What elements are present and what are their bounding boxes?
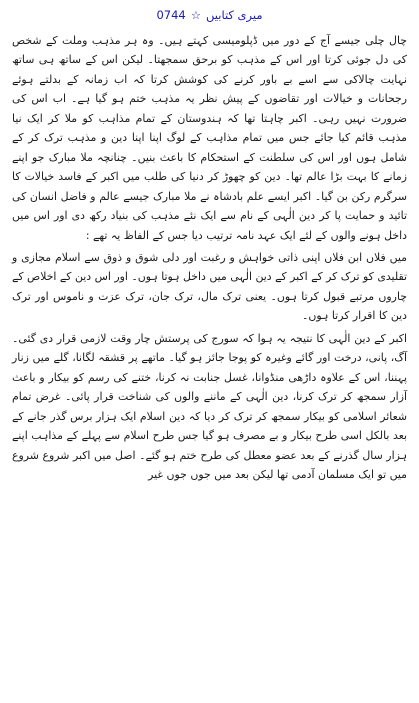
page-number: 0744 xyxy=(156,8,186,22)
star-icon: ☆ xyxy=(190,8,202,22)
page-header xyxy=(12,6,407,26)
paragraph-2-oath: میں فلاں ابن فلاں اپنی ذاتی خواہش و رغبت اور دلی شوق و ذوق سے اسلام مجازی و تقلیدی کو ترک کر کے اکبر کے دین الٰہی میں داخل ہوتا ہوں۔ اور اس دین کے اخلاص کے چاروں مرتبے قبول کرتا ہوں۔ یعنی ترک مال، ترک جان، ترک عزت و ناموس اور ترک دین کا اقرار کرتا ہوں۔ xyxy=(12,250,407,323)
paragraph-3: اکبر کے دین الٰہی کا نتیجہ یہ ہوا کہ سورج کی پرستش چار وقت لازمی قرار دی گئی۔ آگ، پانی، درخت اور گائے وغیرہ کو پوجا جائز ہو گیا۔ ماتھے پر قشقہ لگانا، گلے میں زنار پہننا، اس کے علاوہ داڑھی منڈوانا، غسل جنابت نہ کرنا، ختنے کی رسم کو بیکار و باعث آزار سمجھ کر ترک کرنا، دین الٰہی کے ماننے والوں کی شناخت قرار پائی۔ غرض تمام شعائر اسلامی کو بیکار سمجھ کر ترک کر دیا کہ دین اسلام ایک ہزار برس گذر جانے کے بعد بالکل اسی طرح بیکار و بے مصرف ہو گیا جس طرح اسلام سے پہلے کے مذاہب اپنے ہزار سال گذرنے کے بعد عضو معطل کی طرح ختم ہو گئے۔ اصل میں اکبر شروع شروع میں تو ایک مسلمان آدمی تھا لیکن بعد میں جوں جوں غیر xyxy=(12,331,407,481)
book-title: میری کتابیں xyxy=(206,8,263,22)
paragraph-1: چال چلی جیسے آج کے دور میں ڈپلومیسی کہتے ہیں۔ وہ ہر مذہب وملت کے شخص کی دل جوئی کرتا اور اس کے مذہب کو برحق سمجھتا۔ لیکن اس کے ساتھ ہی ساتھ نہایت چالاکی سے اسے بے باور کرنے کی کوشش کرتا کہ اب زمانہ کے بدلتے ہوئے رجحانات و خیالات اور تقاضوں کے پیش نظر یہ مذہب ختم ہو گیا ہے۔ اب اس کی ضرورت نہیں رہی۔ اکبر چاہتا تھا کہ ہندوستان کے تمام مذاہب کو ملا کر ایک نیا مذہب قائم کیا جائے جس میں تمام مذاہب کے لوگ اپنا اپنا دین و مذہب ترک کر کے شامل ہوں اور اس کی سلطنت کے استحکام کا باعث بنیں۔ چنانچہ ملا مبارک جو اپنے زمانے کا بہت بڑا عالم تھا۔ دین کو چھوڑ کر دنیا کی طلب میں اکبر کے فاسد خیالات کا سرگرم رکن بن گیا۔ اکبر ایسے علم بادشاہ نے ملا مبارک جیسے عالم و فاضل انسان کی تائید و حمایت پا کر دین الٰہی کے نام سے ایک نئے مذہب کی بنیاد رکھ دی اور اس میں داخل ہونے والوں کے لئے ایک عہد نامہ ترتیب دیا جس کے الفاظ یہ تھے : xyxy=(12,34,407,242)
